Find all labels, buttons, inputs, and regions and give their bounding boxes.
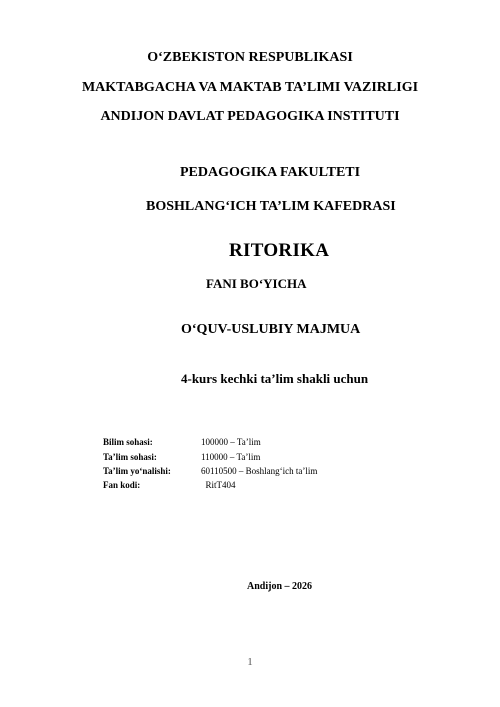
meta-value-bilim-sohasi: 100000 – Ta’lim bbox=[201, 437, 261, 447]
page-number: 1 bbox=[247, 656, 253, 668]
subject-suffix: FANI BO‘YICHA bbox=[206, 276, 307, 291]
audience-line: 4-kurs kechki ta’lim shakli uchun bbox=[181, 371, 369, 386]
meta-label-fan-kodi: Fan kodi: bbox=[103, 480, 141, 490]
meta-label-talim-yonalishi: Ta’lim yo‘nalishi: bbox=[103, 466, 171, 476]
document-type: O‘QUV-USLUBIY MAJMUA bbox=[181, 322, 361, 337]
faculty-name: PEDAGOGIKA FAKULTETI bbox=[180, 165, 361, 180]
subject-title: RITORIKA bbox=[229, 240, 330, 261]
department-name: BOSHLANG‘ICH TA’LIM KAFEDRASI bbox=[146, 199, 396, 214]
meta-label-bilim-sohasi: Bilim sohasi: bbox=[103, 437, 153, 447]
meta-value-talim-sohasi: 110000 – Ta’lim bbox=[201, 452, 261, 462]
footer-city-year: Andijon – 2026 bbox=[247, 581, 313, 592]
header-line-ministry: MAKTABGACHA VA MAKTAB TA’LIMI VAZIRLIGI bbox=[81, 80, 419, 95]
meta-value-fan-kodi: RitT404 bbox=[201, 480, 236, 490]
header-line-country: O‘ZBEKISTON RESPUBLIKASI bbox=[147, 50, 353, 65]
meta-value-talim-yonalishi: 60110500 – Boshlang‘ich ta’lim bbox=[201, 466, 318, 476]
header-line-institute: ANDIJON DAVLAT PEDAGOGIKA INSTITUTI bbox=[100, 109, 400, 124]
meta-label-talim-sohasi: Ta’lim sohasi: bbox=[103, 452, 157, 462]
